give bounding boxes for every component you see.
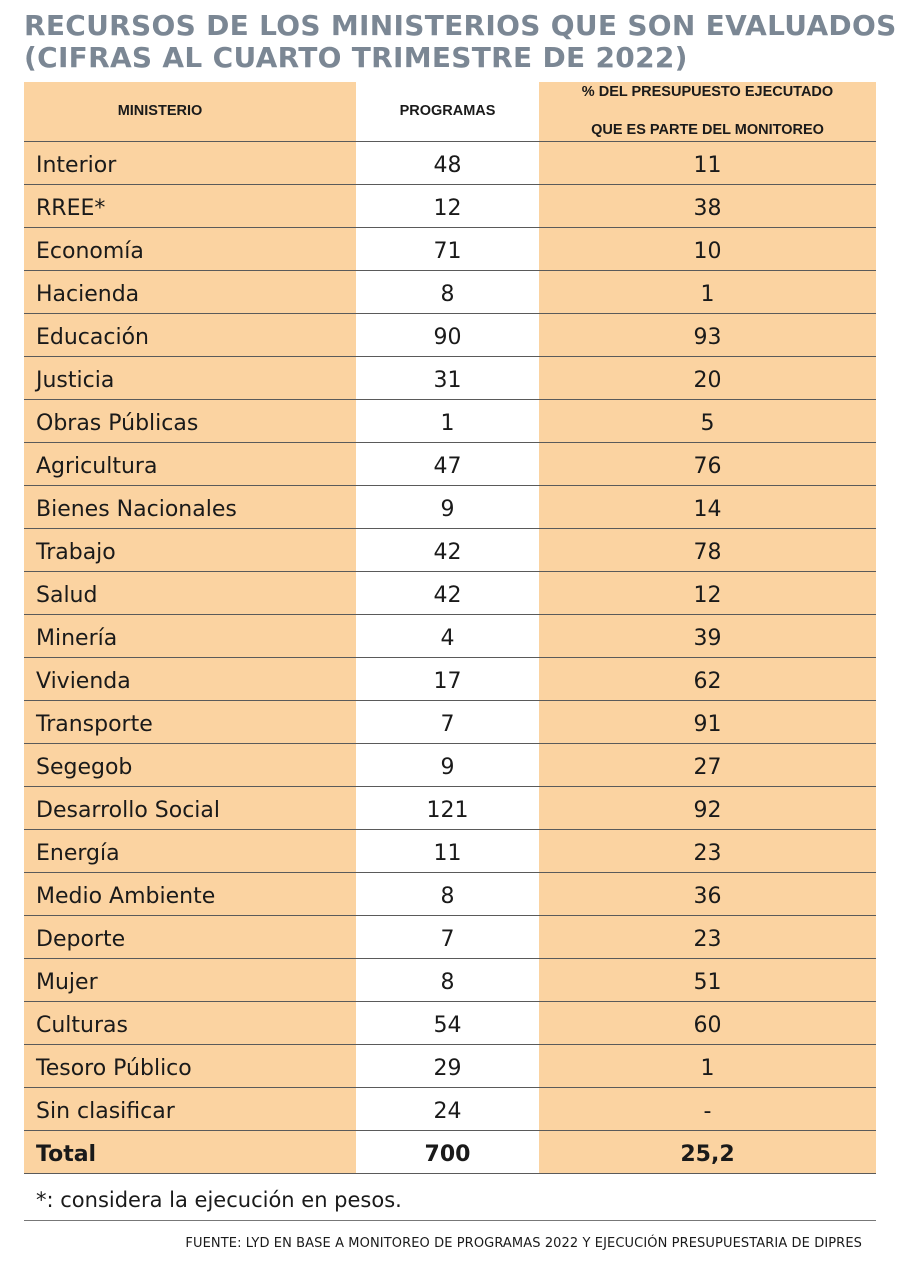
source-note: FUENTE: LYD EN BASE A MONITOREO DE PROGRAMAS 2022 Y EJECUCIÓN PRESUPUESTARIA DE DIPRES xyxy=(185,1236,862,1251)
table-row xyxy=(24,787,876,830)
cell-programas: 7 xyxy=(356,916,539,958)
cell-ministerio: Medio Ambiente xyxy=(24,873,356,915)
ministerios-table xyxy=(24,82,876,1174)
title-line-1: RECURSOS DE LOS MINISTERIOS QUE SON EVALUADOS xyxy=(24,9,897,42)
cell-porcentaje: 60 xyxy=(539,1002,876,1044)
cell-programas: 8 xyxy=(356,873,539,915)
cell-porcentaje: 23 xyxy=(539,830,876,872)
cell-ministerio: Deporte xyxy=(24,916,356,958)
cell-programas: 9 xyxy=(356,744,539,786)
table-row xyxy=(24,357,876,400)
table-body xyxy=(24,142,876,1131)
cell-programas: 9 xyxy=(356,486,539,528)
cell-programas: 71 xyxy=(356,228,539,270)
footnote: *: considera la ejecución en pesos. xyxy=(36,1188,402,1212)
cell-ministerio: Vivienda xyxy=(24,658,356,700)
cell-porcentaje: 76 xyxy=(539,443,876,485)
table-header-row xyxy=(24,82,876,142)
cell-programas: 54 xyxy=(356,1002,539,1044)
cell-programas: 11 xyxy=(356,830,539,872)
cell-ministerio: Minería xyxy=(24,615,356,657)
cell-porcentaje: 10 xyxy=(539,228,876,270)
table-row xyxy=(24,443,876,486)
divider xyxy=(24,1220,876,1221)
table-row xyxy=(24,701,876,744)
cell-programas: 29 xyxy=(356,1045,539,1087)
cell-ministerio: Justicia xyxy=(24,357,356,399)
cell-ministerio: Obras Públicas xyxy=(24,400,356,442)
table-row xyxy=(24,1045,876,1088)
table-row xyxy=(24,314,876,357)
header-programas: PROGRAMAS xyxy=(356,82,539,141)
cell-programas: 4 xyxy=(356,615,539,657)
cell-porcentaje: 39 xyxy=(539,615,876,657)
header-ministerio: MINISTERIO xyxy=(24,82,356,141)
cell-programas: 7 xyxy=(356,701,539,743)
cell-programas: 31 xyxy=(356,357,539,399)
page-title xyxy=(24,9,897,74)
cell-ministerio: Hacienda xyxy=(24,271,356,313)
cell-porcentaje: 12 xyxy=(539,572,876,614)
cell-porcentaje: 23 xyxy=(539,916,876,958)
table-row xyxy=(24,1002,876,1045)
table-row xyxy=(24,142,876,185)
table-row xyxy=(24,830,876,873)
cell-porcentaje: 38 xyxy=(539,185,876,227)
cell-porcentaje: 14 xyxy=(539,486,876,528)
header-porcentaje-line-1: % DEL PRESUPUESTO EJECUTADO xyxy=(581,84,834,100)
cell-ministerio: Desarrollo Social xyxy=(24,787,356,829)
cell-ministerio: Interior xyxy=(24,142,356,184)
cell-porcentaje: 78 xyxy=(539,529,876,571)
cell-programas: 90 xyxy=(356,314,539,356)
table-row xyxy=(24,1088,876,1131)
header-porcentaje-line-2: QUE ES PARTE DEL MONITOREO xyxy=(591,122,824,138)
cell-programas: 47 xyxy=(356,443,539,485)
total-porcentaje: 25,2 xyxy=(539,1131,876,1173)
cell-programas: 1 xyxy=(356,400,539,442)
cell-porcentaje: - xyxy=(539,1088,876,1130)
table-row xyxy=(24,658,876,701)
table-total-row xyxy=(24,1131,876,1174)
cell-ministerio: Segegob xyxy=(24,744,356,786)
table-row xyxy=(24,185,876,228)
cell-porcentaje: 1 xyxy=(539,271,876,313)
table-row xyxy=(24,873,876,916)
table-row xyxy=(24,615,876,658)
cell-porcentaje: 91 xyxy=(539,701,876,743)
cell-ministerio: RREE* xyxy=(24,185,356,227)
cell-ministerio: Mujer xyxy=(24,959,356,1001)
table-row xyxy=(24,486,876,529)
cell-programas: 42 xyxy=(356,529,539,571)
cell-porcentaje: 5 xyxy=(539,400,876,442)
table-row xyxy=(24,959,876,1002)
cell-ministerio: Culturas xyxy=(24,1002,356,1044)
cell-programas: 8 xyxy=(356,271,539,313)
cell-programas: 17 xyxy=(356,658,539,700)
cell-programas: 8 xyxy=(356,959,539,1001)
cell-porcentaje: 62 xyxy=(539,658,876,700)
header-porcentaje xyxy=(539,82,876,141)
cell-programas: 48 xyxy=(356,142,539,184)
cell-programas: 42 xyxy=(356,572,539,614)
total-label: Total xyxy=(24,1131,356,1173)
cell-programas: 121 xyxy=(356,787,539,829)
table-row xyxy=(24,228,876,271)
cell-ministerio: Economía xyxy=(24,228,356,270)
cell-programas: 24 xyxy=(356,1088,539,1130)
cell-porcentaje: 36 xyxy=(539,873,876,915)
cell-porcentaje: 11 xyxy=(539,142,876,184)
total-programas: 700 xyxy=(356,1131,539,1173)
cell-porcentaje: 51 xyxy=(539,959,876,1001)
title-line-2: (CIFRAS AL CUARTO TRIMESTRE DE 2022) xyxy=(24,41,688,74)
table-row xyxy=(24,271,876,314)
cell-porcentaje: 27 xyxy=(539,744,876,786)
table-row xyxy=(24,529,876,572)
cell-ministerio: Trabajo xyxy=(24,529,356,571)
cell-ministerio: Agricultura xyxy=(24,443,356,485)
cell-ministerio: Educación xyxy=(24,314,356,356)
cell-ministerio: Sin clasificar xyxy=(24,1088,356,1130)
cell-porcentaje: 1 xyxy=(539,1045,876,1087)
cell-ministerio: Tesoro Público xyxy=(24,1045,356,1087)
cell-ministerio: Energía xyxy=(24,830,356,872)
table-row xyxy=(24,744,876,787)
cell-ministerio: Salud xyxy=(24,572,356,614)
cell-ministerio: Transporte xyxy=(24,701,356,743)
cell-programas: 12 xyxy=(356,185,539,227)
cell-porcentaje: 92 xyxy=(539,787,876,829)
table-row xyxy=(24,916,876,959)
cell-ministerio: Bienes Nacionales xyxy=(24,486,356,528)
table-row xyxy=(24,572,876,615)
table-row xyxy=(24,400,876,443)
cell-porcentaje: 93 xyxy=(539,314,876,356)
cell-porcentaje: 20 xyxy=(539,357,876,399)
